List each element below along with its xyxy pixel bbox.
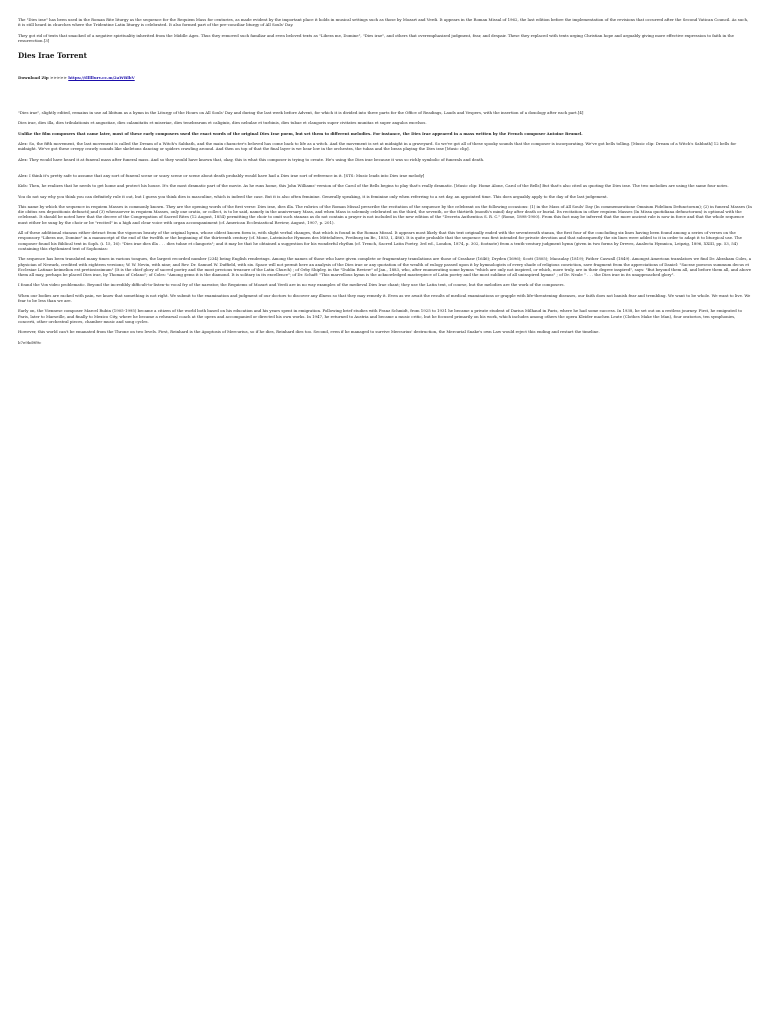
- paragraph-throne: However, this world can't be emanated from the Throne on two levels. First, Reinhard is the Apoptosis of Mercurius, so if he dies, Reinhard dies too. Second, even if he managed to survive Mercurius' destruction, the Mercurial Snake's own Law would reject this ending and restart the timeline.: [18, 329, 600, 335]
- download-link[interactable]: https://tlllllurv.cc.m/2aWBlbV: [68, 75, 135, 81]
- paragraph-translations: The sequence has been translated many times in various tongues, the largest recorded number (234) being English renderings. Among the names of those who have given complete or fragmentary translations are those of Crashaw (1646); Dryden (1696); Scott (1805); Macaulay (1819); Father Caswall (1849). Amongst American translators we find Dr. Abraham Coles, a physician of Newark, credited with eighteen versions; W. W. Nevin, with nine; and Rev. Dr. Samuel W. Duffield, with six. Space will not permit here an analysis of the Dies irae or any quotation of the wealth of eulogy passed upon it by hymnologists of every shade of religious conviction, save fragment from the appreciations of Daniel: "Sacrae poeseos summum decus et Ecclesiae Latinae keimelion est pretiosissimum" (It is the chief glory of sacred poetry and the most precious treasure of the Latin Church) ; of Orby Shipley, in the "Dublin Review" of Jan., 1883, who, after enumerating some hymns "which are only not inspired, or which, more truly, are in their degree inspired", says: "But beyond them all, and before them all, and above them all may, perhaps be placed Dies irae, by Thomas of Celano"; of Coles: "Among gems it is the diamond. It is solitary in its excellence"; of Dr. Schaff: "This marvellous hymn is the acknowledged masterpiece of Latin poetry and the most sublime of all uninspired hymns" ; of Dr. Neale " . . . the Dies irae in its unapproached glory".: [18, 256, 752, 278]
- intro-paragraph-1: The "Dies irae" has been used in the Roman Rite liturgy as the sequence for the Requiem Mass for centuries, as made evident by the important place it holds in musical settings such as those by Mozart and Verdi. It appears in the Roman Missal of 1962, the last edition before the implementation of the revisions that occurred after the Second Vatican Council. As such, it is still heard in churches where the Tridentine Latin liturgy is celebrated. It also formed part of the pre-conciliar liturgy of All Souls' Day.: [18, 17, 749, 28]
- footer-code: b7e9bd9f9c: [18, 339, 42, 345]
- paragraph-latin: Dies irae, dies illa, dies tribulationis et angustiae, dies calamitatis et miseriae, dies tenebrarum et caliginis, dies nebulae et turbinis, dies tubae et clangoris super civitates munitas et super angulos excelsos.: [18, 120, 427, 126]
- paragraph-alex-witch: Alex: So, the fifth movement, the last movement is called the Dream of a Witch's Sabbath, and the main character's beloved has come back to life as a witch. And the movement is set at midnight in a graveyard. So we've got all of these spooky sounds that the composer is incorporating. We've got bells tolling. [Music clip: Dream of a Witch's Sabbath] 12 bells for midnight. We've got these creepy crawly sounds like skeletons dancing or spiders crawling around. And then on top of that the final layer is we hear low in the orchestra, the tubas and the brass playing the Dies irae [Music clip].: [18, 141, 737, 152]
- paragraph-rubin: Early on, the Viennese composer Marcel Rubin (1905-1995) became a citizen of the world both based on his education and his years spent in emigration. Following brief studies with Franz Schmidt, from 1925 to 1931 he became a private student of Darius Milhaud in Paris, where he had some success. In 1938, he set out on a restless journey. First, he emigrated to Paris, later to Marseille, and finally to Mexico City, where he became a rehearsal coach at the opera and accompanied or directed his own works. In 1947, he returned to Austria and became a music critic, but he focused primarily on his work, which includes among others the opera Kleider machen Leute (Clothes Make the Man), four oratorios, ten symphonies, concerti, other orchestral pieces, chamber music and song cycles.: [18, 308, 742, 324]
- paragraph-bodies: When our bodies are racked with pain, we know that something is not right. We submit to the examination and judgment of our doctors to discover any illness so that they may remedy it. Even as we await the results of medical examinations or grapple with life-threatening diseases, our faith does not banish fear and trembling. We want to be whole. We want to live. We fear to be less than we are.: [18, 292, 751, 304]
- download-label: Download Zip >>>>>: [18, 75, 69, 81]
- paragraph-feminine: You do not say why you think you can definitely rule it out, but I guess you think dies is masculine, which is indeed the case. But it is also often feminine. Generally speaking, it is feminine only when referring to a set day, an appointed time. This does arguably apply to the day of the last judgement.: [18, 193, 608, 199]
- paragraph-rubrics: This name by which the sequence in requiem Masses is commonly known. They are the opening words of the first verse: Dies irae, dies illa. The rubrics of the Roman Missal prescribe the recitation of the sequence by the celebrant on the following occasions: (1) in the Mass of All Souls' Day (In commemoratione Omnium Fidelium Defunctorum); (2) in funeral Masses (In die obitus seu depositionis defuncti);and (3) whensoever in requiem Masses, only one oratio, or collect, is to be said, namely in the anniversary Mass, and when Mass is solemnly celebrated on the third, the seventh, or the thirtieth (month's mind) day after death or burial. Its recitation in other requiem Masses (In Missa quotidiana defunctorum) is optional with the celebrant. It should be noted here that the decree of the Congregation of Sacred Rites (12 August, 1854) permitting the choir to omit such stanzas as do not contain a prayer is not included in the new edition of the "Decreta Authentica S. R. C." (Rome, 1898-1900). From this fact may be inferred that the more ancient rule is now in force and that the whole sequence must either be sung by the choir or be "recited" in a high and clear voice with organ accompaniment (cf. American Ecclesiastical Review, August, 1907, p. 201).: [18, 203, 752, 225]
- paragraph-bold-composers: Unlike the film composers that came later, most of these early composers used the exact words of the original Dies Irae poem, but set them to different melodies. For instance, the Dies Irae appeared in a mass written by the French composer Antoine Brumel.: [18, 130, 583, 136]
- paragraph-alex-funeral: Alex: They would have heard it at funeral mass after funeral mass. And so they would have known that, okay, this is what this composer is trying to create. He's using the Dies irae because it was so richly symbolic of funerals and death.: [18, 156, 485, 162]
- paragraph-stanzas: All of these additional stanzas either detract from the vigorous beauty of the original hymn, whose oldest known form is, with slight verbal changes, that which is found in the Roman Missal. It appears most likely that this text originally ended with the seventeenth stanza, the first four of the concluding six lines having been found among a series of verses on the responsory "Libera me, Domine" in a manuscript of the end of the twelfth or the beginning of the thirteenth century (cf. Mone, Lateinische Hymnen des Mittelalters, Freiburg im Br., 1853, I, 486). It is quite probable that the sequence was first intended for private devotion and that subsequently the six lines were added to it in order to adapt it to liturgical use. The composer found his Biblical text in Soph. (i. 15, 16): "Dies irae dies illa . . . dies tubae et clangoris"; and it may be that he obtained a suggestion for his wonderful rhythm (cf. Trench, Sacred Latin Poetry, 3rd ed., London, 1874, p. 302, footnote) from a tenth-century judgment hymn (given in two forms by Dreves, Analecta Hymnica, Leipzig, 1896, XXIII, pp. 53, 54) containing this rhythmized text of Sophonias:: [18, 230, 742, 251]
- paragraph-kids: Kids: Then, he realizes that he needs to get home and protect his house. It's the most dramatic part of the movie. As he runs home, this John Williams' version of the Carol of the Bells begins to play that's really dramatic. [Music clip: Home Alone, Carol of the Bells] But that's also cited as quoting the Dies irae. The two melodies are using the same four notes.: [18, 183, 729, 189]
- download-line: [18, 75, 752, 80]
- document-page: [0, 0, 770, 345]
- paragraph-alex-scene: Alex: I think it's pretty safe to assume that any sort of funeral scene or scary scene or scene about death probably would have had a Dies irae sort of reference in it. [STS: Music leads into Dies irae melody]: [18, 172, 425, 178]
- page-title: Dies Irae Torrent: [18, 51, 87, 61]
- paragraph-hours: "Dies irae", slightly edited, remains in use ad libitum as a hymn in the Liturgy of the Hours on All Souls' Day and during the last week before Advent, for which it is divided into three parts for the Office of Readings, Lauds and Vespers, with the insertion of a doxology after each part.[4]: [18, 110, 584, 116]
- intro-paragraph-2: They got rid of texts that smacked of a negative spirituality inherited from the Middle Ages. Thus they removed such familiar and even beloved texts as "Libera me, Domine", "Dies irae", and others that overemphasized judgment, fear, and despair. These they replaced with texts urging Christian hope and arguably giving more effective expression to faith in the resurrection.[3]: [18, 32, 734, 43]
- paragraph-vox: I found the Vox video problematic. Beyond the incredibly difficult-to-listen-to vocal fry of the narrator, the Requiems of Mozart and Verdi are in no way examples of the medieval Dies Irae chant; they use the Latin text, of course, but the melodies are the work of the composers.: [18, 282, 565, 288]
